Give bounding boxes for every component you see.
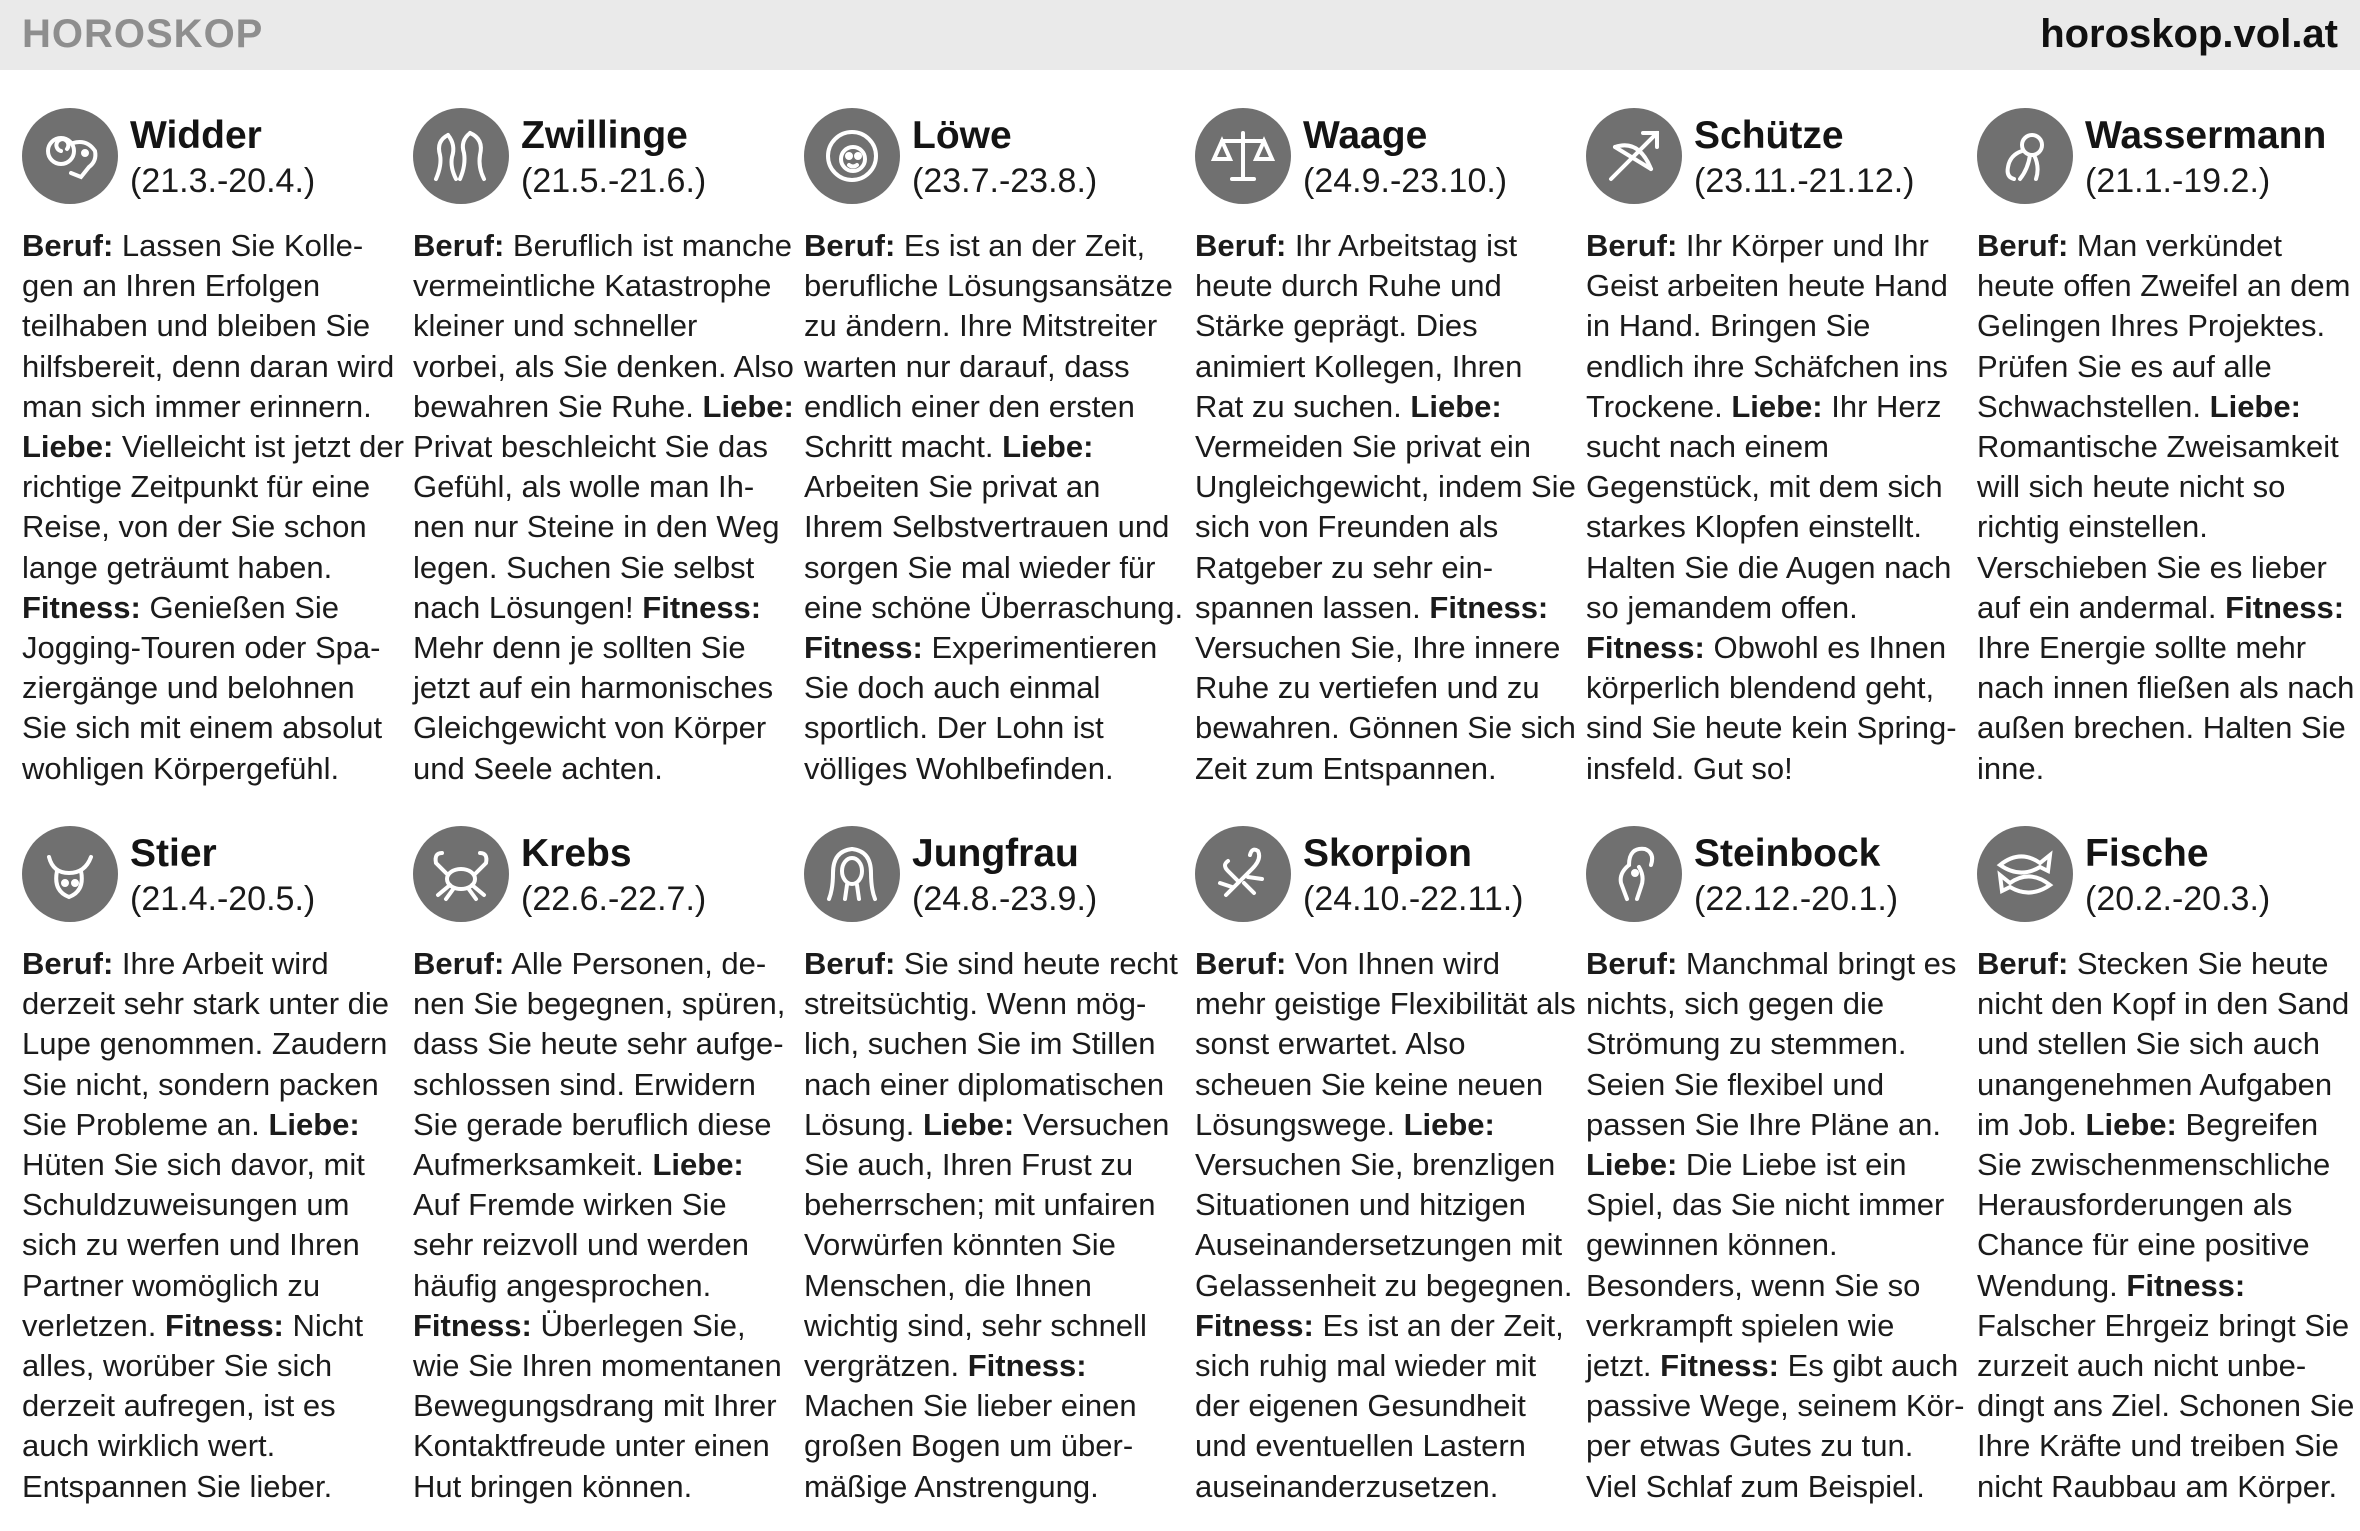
- horoscope-grid: [22, 104, 2355, 1514]
- label-beruf: Beruf:: [22, 228, 114, 263]
- sign-name: Jungfrau: [912, 832, 1079, 875]
- ram-icon: [22, 108, 118, 204]
- label-fitness: Fitness:: [2225, 589, 2345, 625]
- header-bar: [0, 0, 2360, 70]
- text-beruf: Stecken Sie heute nicht den Kopf in den Sand und stellen Sie sich auch unangenehmen Aufgaben im Job.: [1977, 946, 2350, 1142]
- sign-date-range: (24.10.-22.11.): [1303, 880, 1524, 918]
- label-fitness: Fitness:: [967, 1348, 1087, 1384]
- sign-stier: [22, 822, 404, 1514]
- label-fitness: Fitness:: [804, 630, 923, 666]
- sign-text: [1195, 944, 1577, 1507]
- sign-waage: [1195, 104, 1577, 822]
- virgin-icon: [804, 826, 900, 922]
- text-fitness: Mehr denn je sollten Sie jetzt auf ein harmonisches Gleichgewicht von Körper und Seele achten.: [413, 630, 774, 786]
- text-beruf: Ihr Körper und Ihr Geist arbeiten heute Hand in Hand. Bringen Sie endlich ihre Schäfchen ins Trockene.: [1586, 228, 1948, 424]
- scales-icon: [1195, 108, 1291, 204]
- lion-icon: [804, 108, 900, 204]
- label-fitness: Fitness:: [1586, 630, 1705, 666]
- label-fitness: Fitness:: [1429, 589, 1549, 625]
- sign-text: [413, 226, 795, 789]
- water-bearer-icon: [1977, 108, 2073, 204]
- sign-name: Waage: [1303, 114, 1428, 157]
- sign-name: Krebs: [521, 832, 632, 875]
- sign-wassermann: [1977, 104, 2359, 822]
- text-beruf: Manchmal bringt es nichts, sich gegen die Strömung zu stemmen. Seien Sie flexibel und passen Sie Ihre Pläne an.: [1586, 946, 1957, 1142]
- crab-icon: [413, 826, 509, 922]
- text-beruf: Lassen Sie Kollegen an Ihren Erfolgen teilhaben und bleiben Sie hilfsbereit, denn daran wird man sich immer erinnern.: [22, 228, 395, 424]
- label-beruf: Beruf:: [804, 946, 896, 981]
- text-liebe: Romantische Zweisamkeit will sich heute nicht so richtig einstellen. Verschieben Sie es lieber auf ein andermal.: [1977, 429, 2339, 625]
- sign-name: Löwe: [912, 114, 1012, 157]
- label-liebe: Liebe:: [702, 388, 794, 424]
- text-fitness: Obwohl es Ihnen körperlich blendend geht, sind Sie heute kein Springinsfeld. Gut so!: [1586, 630, 1957, 786]
- text-fitness: Es gibt auch passive Wege, seinem Körper etwas Gutes zu tun. Viel Schlaf zum Beispiel.: [1586, 1348, 1965, 1504]
- text-fitness: Experimentieren Sie doch auch einmal sportlich. Der Lohn ist völliges Wohlbefinden.: [804, 630, 1158, 786]
- label-beruf: Beruf:: [1195, 228, 1287, 263]
- label-beruf: Beruf:: [1977, 946, 2069, 981]
- sign-date-range: (24.8.-23.9.): [912, 880, 1098, 918]
- text-liebe: Auf Fremde wirken Sie sehr reizvoll und werden häufig angesprochen.: [413, 1187, 750, 1303]
- text-fitness: Falscher Ehrgeiz bringt Sie zurzeit auch nicht unbedingt ans Ziel. Schonen Sie Ihre Kräfte und treiben Sie nicht Raubbau am Körper.: [1977, 1307, 2355, 1504]
- sign-name: Skorpion: [1303, 832, 1473, 875]
- label-beruf: Beruf:: [413, 228, 505, 263]
- site-url[interactable]: horoskop.vol.at: [2040, 12, 2338, 56]
- text-fitness: Überlegen Sie, wie Sie Ihren momentanen Bewegungsdrang mit Ihrer Kontaktfreude unter einen Hut bringen können.: [413, 1307, 782, 1504]
- label-fitness: Fitness:: [1195, 1307, 1314, 1343]
- text-fitness: Genießen Sie Jogging-Touren oder Spaziergänge und belohnen Sie sich mit einem absolut wohligen Körpergefühl.: [22, 589, 383, 786]
- text-beruf: Beruflich ist manche vermeintliche Katastrophe kleiner und schneller vorbei, als Sie denken. Also bewahren Sie Ruhe.: [413, 228, 794, 424]
- label-beruf: Beruf:: [1586, 228, 1678, 263]
- sign-date-range: (21.4.-20.5.): [130, 880, 316, 918]
- sign-text: [1195, 226, 1577, 789]
- text-beruf: Ihre Arbeit wird derzeit sehr stark unter die Lupe genommen. Zaudern Sie nicht, sondern packen Sie Probleme an.: [22, 946, 390, 1142]
- label-liebe: Liebe:: [652, 1147, 744, 1183]
- label-liebe: Liebe:: [1410, 388, 1502, 424]
- label-beruf: Beruf:: [22, 946, 114, 981]
- text-liebe: Versuchen Sie, brenzligen Situationen und hitzigen Auseinandersetzungen mit Gelassenheit zu begegnen.: [1195, 1147, 1573, 1303]
- label-liebe: Liebe:: [268, 1106, 360, 1142]
- label-liebe: Liebe:: [22, 429, 114, 465]
- text-liebe: Begreifen Sie zwischenmenschliche Herausforderungen als Chance für eine positive Wendung.: [1977, 1106, 2331, 1303]
- sign-date-range: (20.2.-20.3.): [2085, 880, 2271, 918]
- text-liebe: Versuchen Sie auch, Ihren Frust zu beherrschen; mit unfairen Vorwürfen könnten Sie Menschen, die Ihnen wichtig sind, sehr schnell vergrätzen.: [804, 1106, 1170, 1384]
- label-liebe: Liebe:: [1002, 429, 1094, 465]
- label-fitness: Fitness:: [165, 1307, 284, 1343]
- sign-date-range: (23.11.-21.12.): [1694, 162, 1915, 200]
- sign-skorpion: [1195, 822, 1577, 1514]
- text-liebe: Die Liebe ist ein Spiel, das Sie nicht immer gewinnen können. Besonders, wenn Sie so verkrampft spielen wie jetzt.: [1586, 1147, 1945, 1384]
- label-liebe: Liebe:: [1731, 388, 1823, 424]
- text-beruf: Alle Personen, denen Sie begegnen, spüren, dass Sie heute sehr aufgeschlossen sind. Erwidern Sie gerade beruflich diese Aufmerksamkeit.: [413, 946, 786, 1183]
- label-liebe: Liebe:: [1403, 1106, 1495, 1142]
- scorpion-icon: [1195, 826, 1291, 922]
- text-fitness: Versuchen Sie, Ihre innere Ruhe zu vertiefen und zu bewahren. Gönnen Sie sich Zeit zum Entspannen.: [1195, 630, 1576, 786]
- sign-text: [1977, 944, 2359, 1507]
- label-liebe: Liebe:: [2209, 388, 2301, 424]
- sign-text: [22, 226, 404, 789]
- text-fitness: Es ist an der Zeit, sich ruhig mal wieder mit der eigenen Gesundheit und eventuellen Lastern auseinanderzusetzen.: [1195, 1307, 1564, 1504]
- sign-date-range: (21.3.-20.4.): [130, 162, 316, 200]
- sign-name: Wassermann: [2085, 114, 2327, 157]
- text-liebe: Vermeiden Sie privat ein Ungleichgewicht, indem Sie sich von Freunden als Ratgeber zu sehr einspannen lassen.: [1195, 429, 1576, 625]
- sign-name: Widder: [130, 114, 262, 157]
- label-fitness: Fitness:: [1660, 1348, 1779, 1384]
- sign-steinbock: [1586, 822, 1968, 1514]
- goat-icon: [1586, 826, 1682, 922]
- label-liebe: Liebe:: [1586, 1147, 1678, 1183]
- label-liebe: Liebe:: [2085, 1106, 2177, 1142]
- sign-text: [22, 944, 404, 1507]
- text-liebe: Arbeiten Sie privat an Ihrem Selbstvertrauen und sorgen Sie mal wieder für eine schöne Überraschung.: [804, 469, 1184, 625]
- text-beruf: Man verkündet heute offen Zweifel an dem Gelingen Ihres Projektes. Prüfen Sie es auf alle Schwachstellen.: [1977, 228, 2351, 424]
- text-beruf: Sie sind heute recht streitsüchtig. Wenn möglich, suchen Sie im Stillen nach einer diplomatischen Lösung.: [804, 946, 1178, 1142]
- text-beruf: Es ist an der Zeit, berufliche Lösungsansätze zu ändern. Ihre Mitstreiter warten nur darauf, dass endlich einer den ersten Schritt macht.: [804, 228, 1173, 465]
- sign-krebs: [413, 822, 795, 1514]
- sign-date-range: (24.9.-23.10.): [1303, 162, 1508, 200]
- sign-zwillinge: [413, 104, 795, 822]
- fish-icon: [1977, 826, 2073, 922]
- text-liebe: Privat beschleicht Sie das Gefühl, als wolle man Ihnen nur Steine in den Weg legen. Suchen Sie selbst nach Lösungen!: [413, 429, 780, 625]
- label-beruf: Beruf:: [1977, 228, 2069, 263]
- text-beruf: Von Ihnen wird mehr geistige Flexibilität als sonst erwartet. Also scheuen Sie keine neuen Lösungswege.: [1195, 946, 1576, 1142]
- sign-name: Stier: [130, 832, 217, 875]
- label-beruf: Beruf:: [804, 228, 896, 263]
- sign-name: Zwillinge: [521, 114, 688, 157]
- bull-icon: [22, 826, 118, 922]
- sign-name: Fische: [2085, 832, 2209, 875]
- sign-schuetze: [1586, 104, 1968, 822]
- label-fitness: Fitness:: [22, 589, 141, 625]
- sign-date-range: (22.12.-20.1.): [1694, 880, 1899, 918]
- sign-text: [1586, 944, 1968, 1507]
- sign-text: [804, 944, 1186, 1507]
- page-title: HOROSKOP: [22, 12, 264, 56]
- sign-date-range: (21.5.-21.6.): [521, 162, 707, 200]
- sign-jungfrau: [804, 822, 1186, 1514]
- sign-date-range: (22.6.-22.7.): [521, 880, 707, 918]
- text-fitness: Nicht alles, worüber Sie sich derzeit aufregen, ist es auch wirklich wert. Entspannen Sie lieber.: [22, 1307, 364, 1504]
- sign-fische: [1977, 822, 2359, 1514]
- text-fitness: Ihre Energie sollte mehr nach innen fließen als nach außen brechen. Halten Sie inne.: [1977, 630, 2355, 786]
- sign-date-range: (23.7.-23.8.): [912, 162, 1098, 200]
- sign-text: [1586, 226, 1968, 789]
- text-liebe: Vielleicht ist jetzt der richtige Zeitpunkt für eine Reise, von der Sie schon lange geträumt haben.: [22, 429, 404, 585]
- twins-icon: [413, 108, 509, 204]
- text-beruf: Ihr Arbeitstag ist heute durch Ruhe und Stärke geprägt. Dies animiert Kollegen, Ihren Rat zu suchen.: [1195, 228, 1523, 424]
- text-liebe: Ihr Herz sucht nach einem Gegenstück, mit dem sich starkes Klopfen einstellt. Halten Sie die Augen nach so jemandem offen.: [1586, 388, 1952, 625]
- sign-name: Steinbock: [1694, 832, 1881, 875]
- text-fitness: Machen Sie lieber einen großen Bogen um übermäßige Anstrengung.: [804, 1388, 1137, 1504]
- label-beruf: Beruf:: [1586, 946, 1678, 981]
- sign-text: [413, 944, 795, 1507]
- label-fitness: Fitness:: [642, 589, 762, 625]
- label-beruf: Beruf:: [1195, 946, 1287, 981]
- sign-name: Schütze: [1694, 114, 1844, 157]
- label-fitness: Fitness:: [2126, 1267, 2246, 1303]
- sign-date-range: (21.1.-19.2.): [2085, 162, 2271, 200]
- label-beruf: Beruf:: [413, 946, 505, 981]
- archer-icon: [1586, 108, 1682, 204]
- text-liebe: Hüten Sie sich davor, mit Schuldzuweisungen um sich zu werfen und Ihren Partner womöglich zu verletzen.: [22, 1147, 365, 1343]
- label-liebe: Liebe:: [922, 1106, 1015, 1142]
- sign-widder: [22, 104, 404, 822]
- sign-text: [1977, 226, 2359, 789]
- sign-text: [804, 226, 1186, 789]
- sign-loewe: [804, 104, 1186, 822]
- label-fitness: Fitness:: [413, 1307, 532, 1343]
